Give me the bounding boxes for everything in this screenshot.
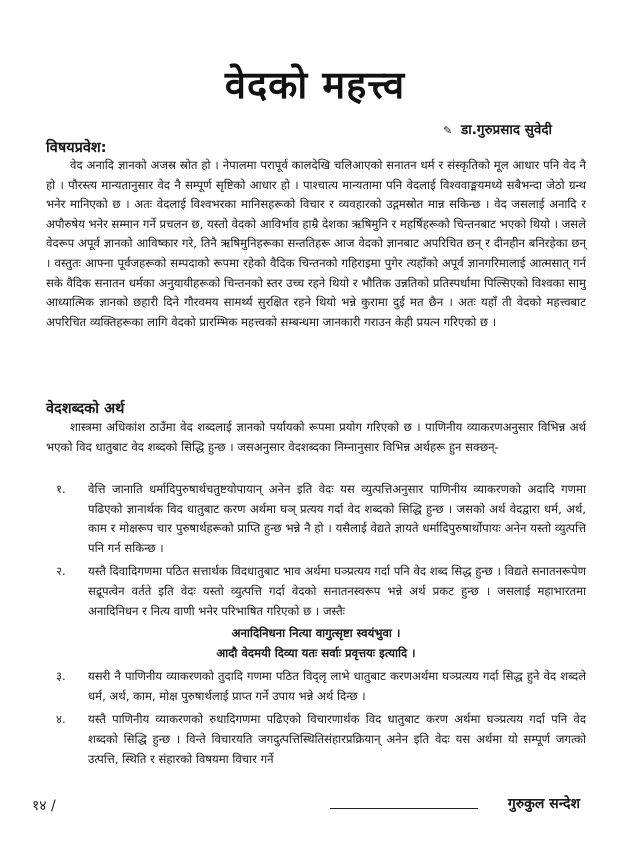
pen-icon: ✎ — [443, 124, 453, 137]
list-text: वेत्ति जानाति धर्मादिपुरुषार्थचतुष्टयोपायान् अनेन इति वेदः यस व्युत्पत्तिअनुसार पाणिनीय व्याकरणको अदादि गणमा पढिएको ज्ञानार्थक विद धातुबाट करण अर्थमा घञ् प्रत्यय गर्दा वेद शब्दको सिद्धि हुन्छ । जसको अर्थ वेदद्वारा धर्म, अर्थ, काम र मोक्षरूप चार पुरुषार्थहरूको प्राप्ति हुन्छ भन्ने नै हो । यसैलाई वेद्यते ज्ञायते धर्मादिपुरुषार्थोपायः अनेन यस्तो व्युत्पत्ति पनि गर्न सकिन्छ । — [88, 482, 586, 555]
meaning-paragraph: शास्त्रमा अधिकांश ठाउँमा वेद शब्दलाई ज्ञानको पर्यायको रूपमा प्रयोग गरिएको छ । पाणिनीय व्याकरणअनुसार विभिन्न अर्थ भएको विद धातुबाट वेद शब्दको सिद्धि हुन्छ । जसअनुसार वेदशब्दका निम्नानुसार विभिन्न अर्थहरू हुन सक्छन्- — [46, 420, 586, 454]
article-title: वेदको महत्त्व — [224, 63, 406, 107]
footer-rule — [330, 808, 478, 809]
list-item — [46, 562, 586, 621]
page-number: १४ / — [32, 798, 56, 814]
list-text: यस्तै पाणिनीय व्याकरणको रुधादिगणमा पढिएको विचारणार्थक विद धातुबाट करण अर्थमा घञ्प्रत्यय गर्दा पनि वेद शब्दको सिद्धि हुन्छ । विन्ते विचारयति जगदुत्पत्तिस्थितिसंहारप्रक्रियान् अनेन इति वेदः यस अर्थमा यो सम्पूर्ण जगत्को उत्पत्ति, स्थिति र संहारको विषयमा विचार गर्ने — [88, 712, 586, 766]
meaning-list — [46, 480, 586, 769]
author-line — [443, 120, 552, 138]
list-number: १. — [56, 482, 66, 496]
list-item — [46, 710, 586, 769]
verse-line: आदौ वेदमयी दिव्या यतः सर्वाः प्रवृत्तयः इत्यादि । — [216, 646, 416, 661]
list-text: यसरी नै पाणिनीय व्याकरणको तुदादि गणमा पठित विद्लृ लाभे धातुबाट करणअर्थमा घञ्प्रत्यय गर्दा सिद्ध हुने वेद शब्दले धर्म, अर्थ, काम, मोक्ष पुरुषार्थलाई प्राप्त गर्ने उपाय भन्ने अर्थ दिन्छ । — [88, 669, 586, 703]
list-number: २. — [56, 564, 66, 579]
list-text: यस्तै दिवादिगणमा पठित सत्तार्थक विदधातुबाट भाव अर्थमा घञ्प्रत्यय गर्दा पनि वेद शब्द सिद्ध हुन्छ । विद्यते सनातनरूपेण सद्रूपत्वेन वर्तते इति वेदः यस्तो व्युत्पत्ति गर्दा वेदको सनातनस्वरूप भन्ने अर्थ प्रकट हुन्छ । जसलाई महाभारतमा अनादिनिधन र नित्य वाणी भनेर परिभाषित गरिएको छ । जस्तैः — [88, 564, 586, 618]
magazine-name: गुरुकुल सन्देश — [507, 796, 580, 812]
list-number: ४. — [56, 712, 66, 727]
verse-line: अनादिनिधना नित्या वागुत्सृष्टा स्वयंभुवा । — [231, 626, 401, 641]
list-item — [46, 667, 586, 706]
list-number: ३. — [56, 669, 66, 684]
author-name: डा.गुरुप्रसाद सुवेदी — [461, 122, 552, 138]
section-heading-intro: विषयप्रवेश: — [46, 140, 107, 156]
intro-paragraph: वेद अनादि ज्ञानको अजस्र स्रोत हो । नेपालमा परापूर्व कालदेखि चलिआएको सनातन धर्म र संस्कृतिको मूल आधार पनि वेद नै हो । पौरस्त्य मान्यतानुसार वेद नै सम्पूर्ण सृष्टिको आधार हो । पाश्चात्य मान्यतामा पनि वेदलाई विश्ववाङ्मयमध्ये सबैभन्दा जेठो ग्रन्थ भनेर मानिएको छ । अतः वेदलाई विश्वभरका मानिसहरूको विचार र व्यवहारको उद्गमस्रोत मान्न सकिन्छ । वेद जसलाई अनादि र अपौरुषेय भनेर सम्मान गर्ने प्रचलन छ, यस्तो वेदको आविर्भाव हाम्रै देशका ऋषिमुनि र महर्षिहरूको चिन्तनबाट भएको थियो । जसले वेदरूप अपूर्व ज्ञानको आविष्कार गरे, तिनै ऋषिमुनिहरूका सन्ततिहरू आज वेदको ज्ञानबाट अपरिचित छन् र दीनहीन बनिरहेका छन् । वस्तुतः आफ्ना पूर्वजहरूको सम्पदाको रूपमा रहेको वैदिक चिन्तनको गहिराइमा पुगेर त्यहाँको अपूर्व ज्ञानगरिमालाई आत्मसात् गर्न सके वैदिक सनातन धर्मका अनुयायीहरूको चिन्तनको स्तर उच्च रहने थियो र भौतिक उन्नतिको प्रतिस्पर्धामा पिल्सिएको विश्वका सामु आध्यात्मिक ज्ञानको छहारी दिने गौरवमय सामर्थ्य सुरक्षित रहने थियो भन्ने कुरामा दुई मत छैन । अतः यहाँ ती वेदको महत्त्वबाट अपरिचित व्यक्तिहरूका लागि वेदको प्रारम्भिक महत्त्वको सम्बन्धमा जानकारी गराउन केही प्रयत्न गरिएको छ । — [46, 158, 586, 329]
list-item — [46, 480, 586, 558]
section-heading-meaning: वेदशब्दको अर्थ — [46, 401, 125, 417]
